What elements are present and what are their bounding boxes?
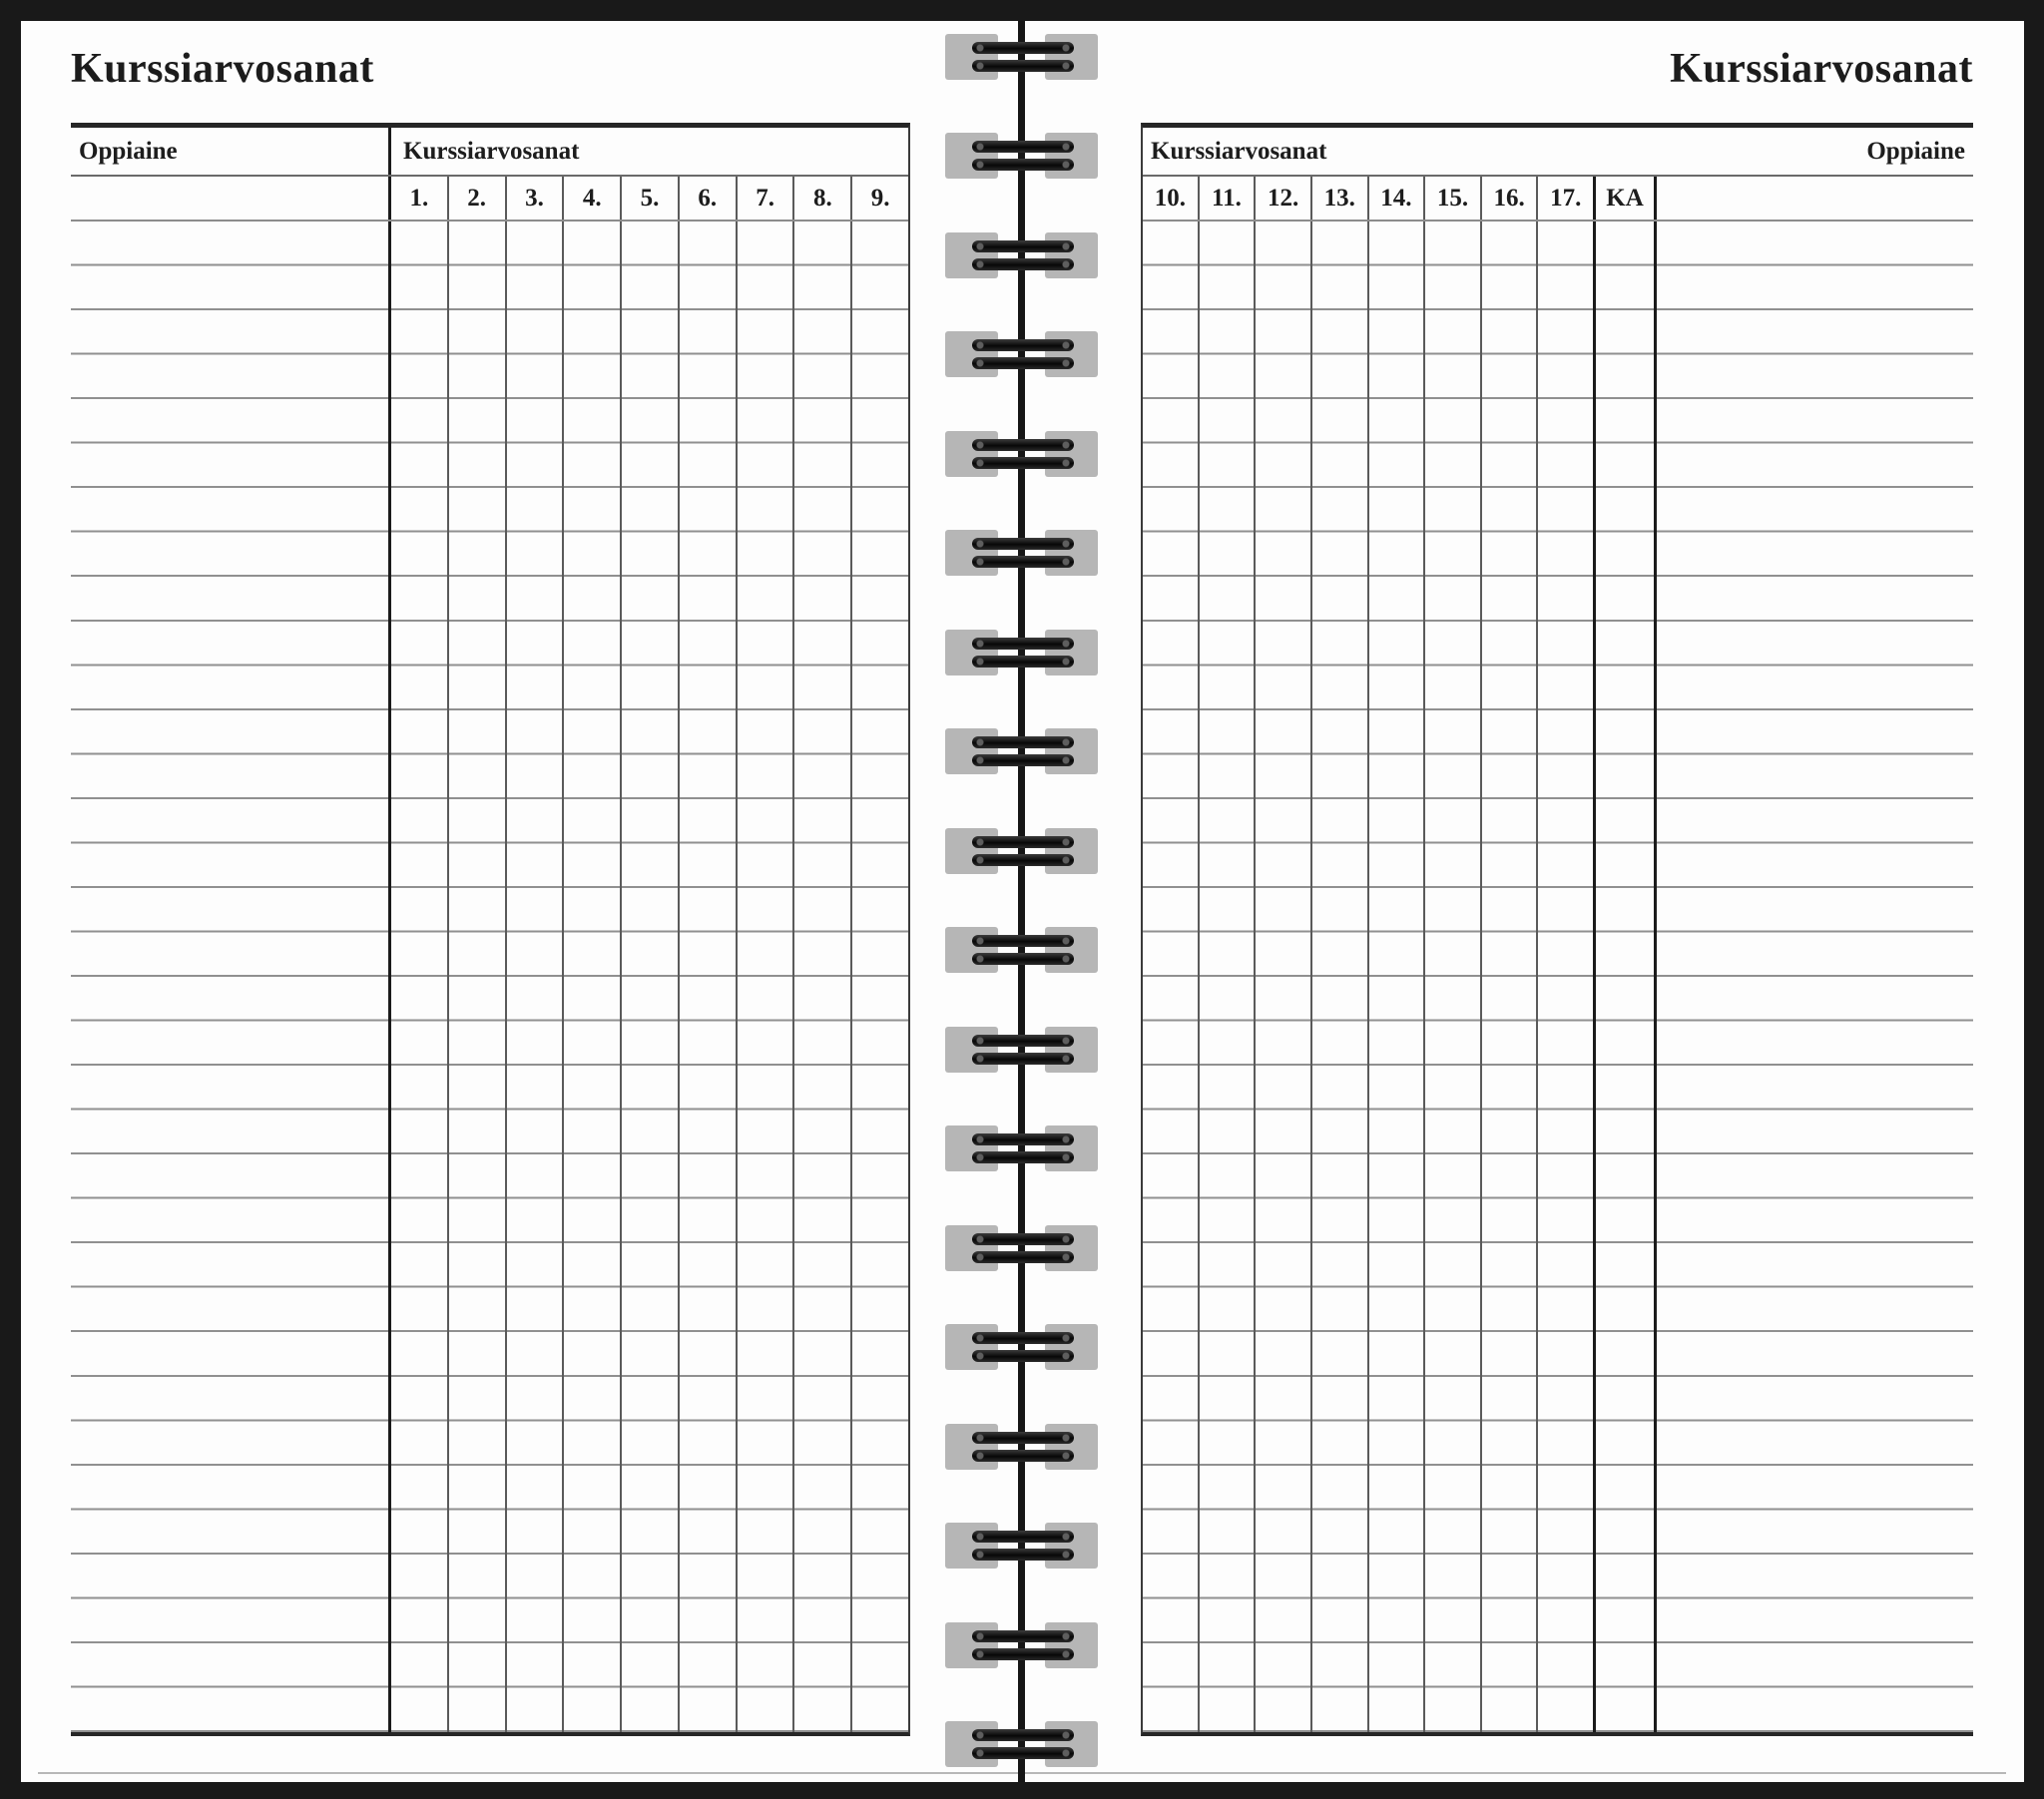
- binding-pad-right: [1045, 1523, 1098, 1569]
- binding-pad-left: [945, 1424, 998, 1470]
- course-number-cell: 10.: [1143, 177, 1200, 220]
- binding-pad-right: [1045, 1721, 1098, 1767]
- course-number-cell: 1.: [391, 177, 449, 220]
- binding-wire-top: [972, 1035, 1074, 1047]
- binding-wire-bottom: [972, 60, 1074, 72]
- binding-pad-right: [1045, 232, 1098, 278]
- binding-wire-top: [972, 1432, 1074, 1444]
- page-title-left: Kurssiarvosanat: [71, 46, 374, 92]
- binding-wire-bottom: [972, 556, 1074, 568]
- average-column: [1596, 222, 1657, 1732]
- course-number-cell: 6.: [680, 177, 738, 220]
- course-number-row: [71, 177, 908, 222]
- table-body-grid: [1143, 222, 1973, 1732]
- binding-wire-top: [972, 1531, 1074, 1543]
- subject-column-spacer: [71, 177, 391, 220]
- binding-wire-top: [972, 638, 1074, 650]
- subject-column: [71, 222, 391, 1732]
- grade-column: [564, 222, 622, 1732]
- binding-pad-right: [1045, 828, 1098, 874]
- binding-pad-right: [1045, 1324, 1098, 1370]
- table-header-row: [1143, 128, 1973, 177]
- binding-wire-bottom: [972, 754, 1074, 766]
- cover-frame-bottom: [0, 1782, 2044, 1799]
- binding-pad-left: [945, 828, 998, 874]
- table-header-row: [71, 128, 908, 177]
- grade-columns: [391, 222, 908, 1732]
- binding-pad-right: [1045, 34, 1098, 80]
- grade-column: [507, 222, 565, 1732]
- binding-pad-left: [945, 927, 998, 973]
- binding-wire-bottom: [972, 1450, 1074, 1462]
- grades-section-header: Kurssiarvosanat: [403, 137, 580, 165]
- binding-pad-left: [945, 728, 998, 774]
- binding-wire-bottom: [972, 1350, 1074, 1362]
- binding-pad-left: [945, 530, 998, 576]
- subject-column: [1657, 222, 1973, 1732]
- binding-pad-right: [1045, 133, 1098, 179]
- binding-pad-left: [945, 1027, 998, 1073]
- grade-column: [1482, 222, 1539, 1732]
- grade-column: [680, 222, 738, 1732]
- subject-column-header: Oppiaine: [71, 128, 391, 175]
- binding-pad-right: [1045, 1225, 1098, 1271]
- course-number-cell: 17.: [1538, 177, 1596, 220]
- binding-pad-left: [945, 331, 998, 377]
- binding-wire-top: [972, 736, 1074, 748]
- course-number-cell: 8.: [794, 177, 852, 220]
- course-number-cell: 2.: [449, 177, 507, 220]
- grade-column: [1369, 222, 1426, 1732]
- binding-wire-top: [972, 1133, 1074, 1145]
- grade-column: [1256, 222, 1312, 1732]
- binding-wire-bottom: [972, 1648, 1074, 1660]
- course-number-cell: 14.: [1369, 177, 1426, 220]
- course-number-cell: 13.: [1312, 177, 1369, 220]
- grade-column: [1200, 222, 1257, 1732]
- course-number-cell: 7.: [738, 177, 795, 220]
- course-number-cells: [1143, 177, 1596, 220]
- table-body-grid: [71, 222, 908, 1732]
- binding-pad-right: [1045, 630, 1098, 675]
- binding-wire-bottom: [972, 457, 1074, 469]
- binding-wire-bottom: [972, 1747, 1074, 1759]
- grade-column: [852, 222, 908, 1732]
- binding-pad-right: [1045, 927, 1098, 973]
- binding-wire-bottom: [972, 1549, 1074, 1561]
- binding-pad-right: [1045, 1424, 1098, 1470]
- binding-wire-top: [972, 240, 1074, 252]
- grades-table-right: [1141, 123, 1973, 1736]
- binding-wire-bottom: [972, 656, 1074, 668]
- course-number-cell: 9.: [870, 184, 890, 212]
- binding-wire-bottom: [972, 1251, 1074, 1263]
- average-column-cell: KA: [1596, 177, 1657, 220]
- binding-wire-top: [972, 1233, 1074, 1245]
- binding-pad-right: [1045, 1125, 1098, 1171]
- binding-wire-top: [972, 339, 1074, 351]
- binding-pad-left: [945, 1523, 998, 1569]
- binding-pad-left: [945, 1721, 998, 1767]
- binding-pad-right: [1045, 728, 1098, 774]
- binding-pad-left: [945, 630, 998, 675]
- cover-frame-top: [0, 0, 2044, 21]
- course-number-cells: [391, 177, 908, 220]
- page-title-right: Kurssiarvosanat: [1670, 46, 1973, 92]
- binding-wire-top: [972, 935, 1074, 947]
- binding-wire-top: [972, 42, 1074, 54]
- grade-columns: [1143, 222, 1596, 1732]
- binding-wire-bottom: [972, 159, 1074, 171]
- binding-wire-top: [972, 836, 1074, 848]
- course-number-cell: 4.: [564, 177, 622, 220]
- course-number-row: [1143, 177, 1973, 222]
- binding-pad-left: [945, 1324, 998, 1370]
- cover-frame-left: [0, 0, 21, 1799]
- grade-column: [1312, 222, 1369, 1732]
- binding-wire-bottom: [972, 357, 1074, 369]
- binding-pad-left: [945, 1622, 998, 1668]
- binding-pad-left: [945, 1225, 998, 1271]
- binding-pad-left: [945, 133, 998, 179]
- binding-wire-top: [972, 1729, 1074, 1741]
- cover-frame-right: [2024, 0, 2044, 1799]
- binding-wire-top: [972, 439, 1074, 451]
- grade-column: [1143, 222, 1200, 1732]
- course-number-cell: 12.: [1256, 177, 1312, 220]
- grades-table-left: [71, 123, 910, 1736]
- binding-pad-right: [1045, 1622, 1098, 1668]
- binding-wire-bottom: [972, 1053, 1074, 1065]
- binding-wire-top: [972, 1332, 1074, 1344]
- binding-pad-left: [945, 431, 998, 477]
- grade-column: [1425, 222, 1482, 1732]
- binding-wire-bottom: [972, 953, 1074, 965]
- binding-wire-bottom: [972, 258, 1074, 270]
- course-number-cell: 15.: [1425, 177, 1482, 220]
- course-number-cell: 11.: [1200, 177, 1257, 220]
- binding-wire-bottom: [972, 1151, 1074, 1163]
- binding-pad-right: [1045, 431, 1098, 477]
- grade-column: [794, 222, 852, 1732]
- binding-wire-bottom: [972, 854, 1074, 866]
- course-number-cell: 5.: [622, 177, 680, 220]
- grade-column: [1538, 222, 1596, 1732]
- binding-pad-right: [1045, 1027, 1098, 1073]
- course-number-cell: 3.: [507, 177, 565, 220]
- binding-pad-right: [1045, 530, 1098, 576]
- course-number-cell: 16.: [1482, 177, 1539, 220]
- binding-wire-top: [972, 1630, 1074, 1642]
- binding-wire-top: [972, 538, 1074, 550]
- grade-column: [391, 222, 449, 1732]
- binding-wire-top: [972, 141, 1074, 153]
- grade-column: [449, 222, 507, 1732]
- grades-section-header: Kurssiarvosanat: [1151, 137, 1327, 165]
- binding-pad-left: [945, 34, 998, 80]
- grade-column: [622, 222, 680, 1732]
- binding-pad-left: [945, 1125, 998, 1171]
- binding-pad-right: [1045, 331, 1098, 377]
- subject-column-header: Oppiaine: [1866, 137, 1965, 165]
- subject-column-spacer: [1657, 177, 1973, 220]
- grade-column: [738, 222, 795, 1732]
- binding-pad-left: [945, 232, 998, 278]
